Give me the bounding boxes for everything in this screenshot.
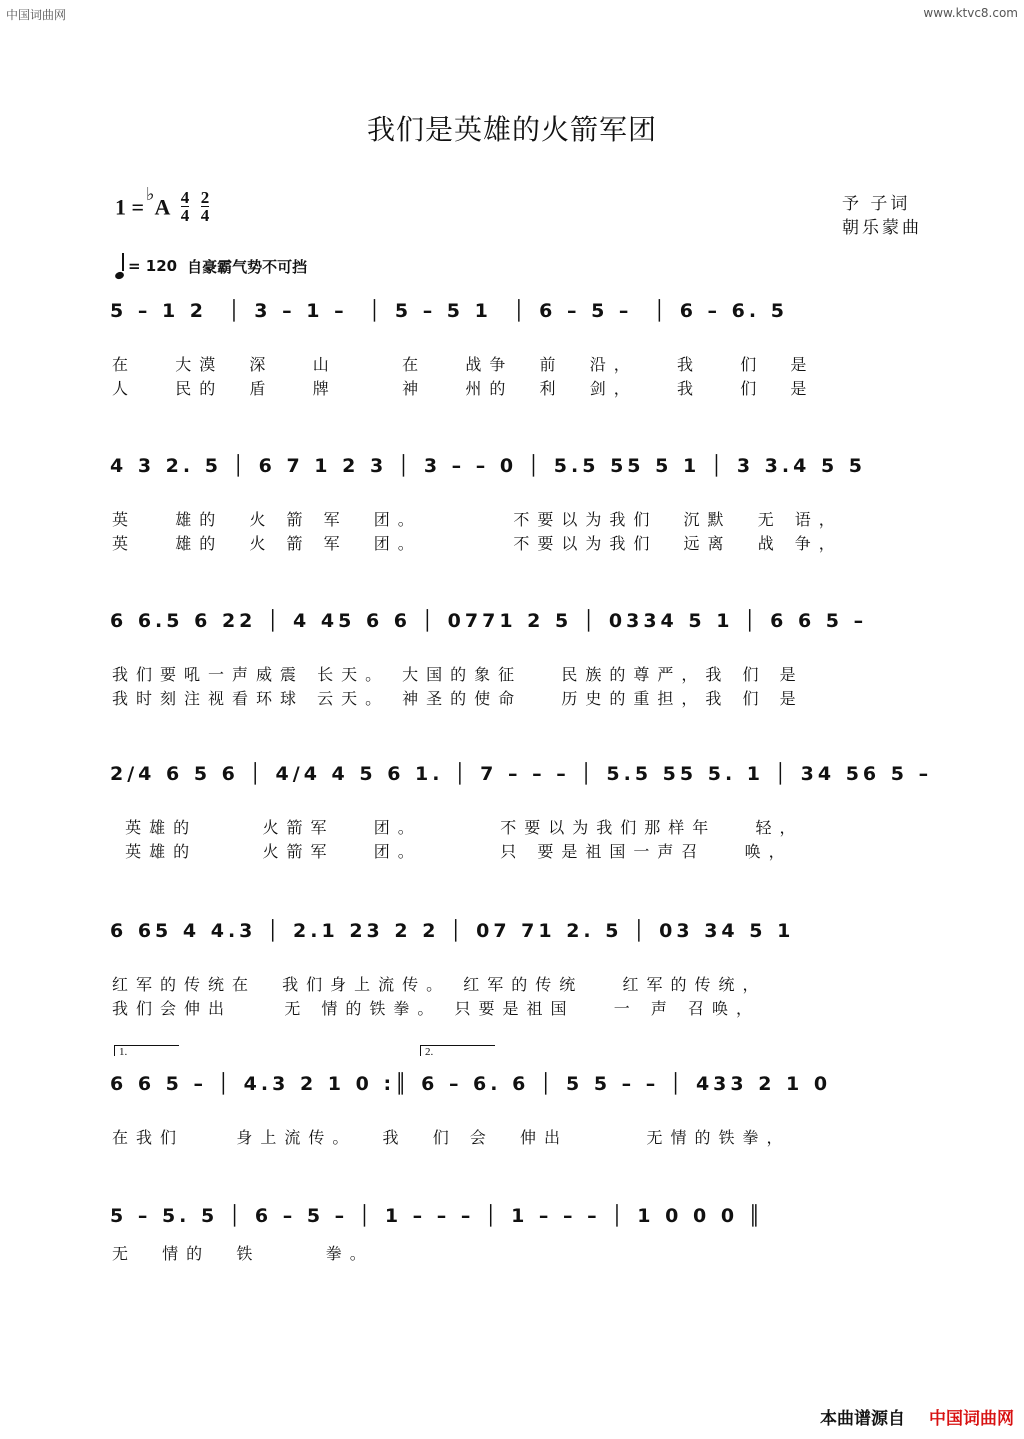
tempo-marking <box>115 255 307 277</box>
time-signature-2 <box>201 189 210 224</box>
footer-source <box>820 1404 1014 1429</box>
notation-line: 6 6 5 – │ 4.3 2 1 0 :║ 6 – 6. 6 │ 5 5 – – │ 433 2 1 0 <box>110 1073 832 1095</box>
song-title: 我们是英雄的火箭军团 <box>366 113 657 146</box>
notation-line: 6 65 4 4.3 │ 2.1 23 2 2 │ 07 71 2. 5 │ 03 34 5 1 <box>110 920 795 942</box>
lyric-verse-1: 在 大漠 深 山 在 战争 前 沿， 我 们 是 <box>112 355 815 374</box>
score-row-3 <box>110 610 928 708</box>
lyric-verse-2: 人 民的 盾 牌 神 州的 利 剑， 我 们 是 <box>112 379 815 398</box>
score-row-2 <box>110 455 928 553</box>
notation-line: 2/4 6 5 6 │ 4/4 4 5 6 1. │ 7 – – – │ 5.5 55 5. 1 │ 34 56 5 – <box>110 763 933 785</box>
key-signature <box>115 184 210 227</box>
credits <box>842 192 922 240</box>
score-row-6 <box>110 1046 928 1153</box>
flat-symbol: ♭ <box>146 184 155 204</box>
key-prefix: 1 = <box>115 194 145 220</box>
watermark-left: 中国词曲网 <box>6 8 67 22</box>
score-row-4 <box>110 763 933 861</box>
lyricist: 予 子词 <box>842 194 911 214</box>
footer-source-text: 本曲谱源自 <box>820 1409 905 1429</box>
lyric-verse-2: 我时刻注视看环球 云天。 神圣的使命 历史的重担，我 们 是 <box>112 689 804 708</box>
notation-line: 6 6.5 6 22 │ 4 45 6 6 │ 0771 2 5 │ 0334 5 1 │ 6 6 5 – <box>110 610 868 632</box>
time-signature-1 <box>181 189 190 224</box>
lyric-verse-2: 我们会伸出 无 情的铁拳。 只要是祖国 一 声 召唤， <box>112 999 760 1018</box>
score-row-1 <box>110 300 928 398</box>
lyric-verse-2: 英雄的 火箭军 团。 只 要是祖国一声召 唤， <box>112 842 793 861</box>
score-row-5 <box>110 920 928 1018</box>
lyric-verse-1: 在我们 身上流传。 我 们 会 伸出 无情的铁拳， <box>112 1128 791 1147</box>
notation-line: 5 – 5. 5 │ 6 – 5 – │ 1 – – – │ 1 – – – │ 1 0 0 0 ║ <box>110 1205 765 1227</box>
score-row-7 <box>110 1205 928 1285</box>
footer-site-logo: 中国词曲网 <box>929 1409 1014 1429</box>
quarter-note-icon <box>115 255 124 277</box>
lyric-verse-2: 英 雄的 火 箭 军 团。 不要以为我们 远离 战 争， <box>112 534 843 553</box>
tempo-bpm: = 120 <box>128 257 178 275</box>
time-bottom: 4 <box>180 205 190 225</box>
lyric-verse-1: 红军的传统在 我们身上流传。 红军的传统 红军的传统， <box>112 975 767 994</box>
composer: 朝乐蒙曲 <box>842 218 922 238</box>
lyric-verse-1: 英 雄的 火 箭 军 团。 不要以为我们 沉默 无 语， <box>112 510 843 529</box>
notation-line: 5 – 1 2 │ 3 – 1 – │ 5 – 5 1 │ 6 – 5 – │ 6 – 6. 5 <box>110 300 788 322</box>
tempo-expression: 自豪霸气势不可挡 <box>187 257 308 276</box>
lyric-verse-1: 无 情的 铁 拳。 <box>112 1244 374 1263</box>
time-top: 2 <box>200 187 210 207</box>
time-top: 4 <box>180 187 190 207</box>
volta-first: 1. <box>114 1045 179 1056</box>
notation-line: 4 3 2. 5 │ 6 7 1 2 3 │ 3 – – 0 │ 5.5 55 5 1 │ 3 3.4 5 5 <box>110 455 867 477</box>
key-note: A <box>154 194 170 220</box>
watermark-right: www.ktvc8.com <box>923 6 1018 20</box>
time-bottom: 4 <box>200 205 210 225</box>
volta-second: 2. <box>420 1045 495 1056</box>
lyric-verse-1: 我们要吼一声威震 长天。 大国的象征 民族的尊严，我 们 是 <box>112 665 804 684</box>
lyric-verse-1: 英雄的 火箭军 团。 不要以为我们那样年 轻， <box>112 818 804 837</box>
